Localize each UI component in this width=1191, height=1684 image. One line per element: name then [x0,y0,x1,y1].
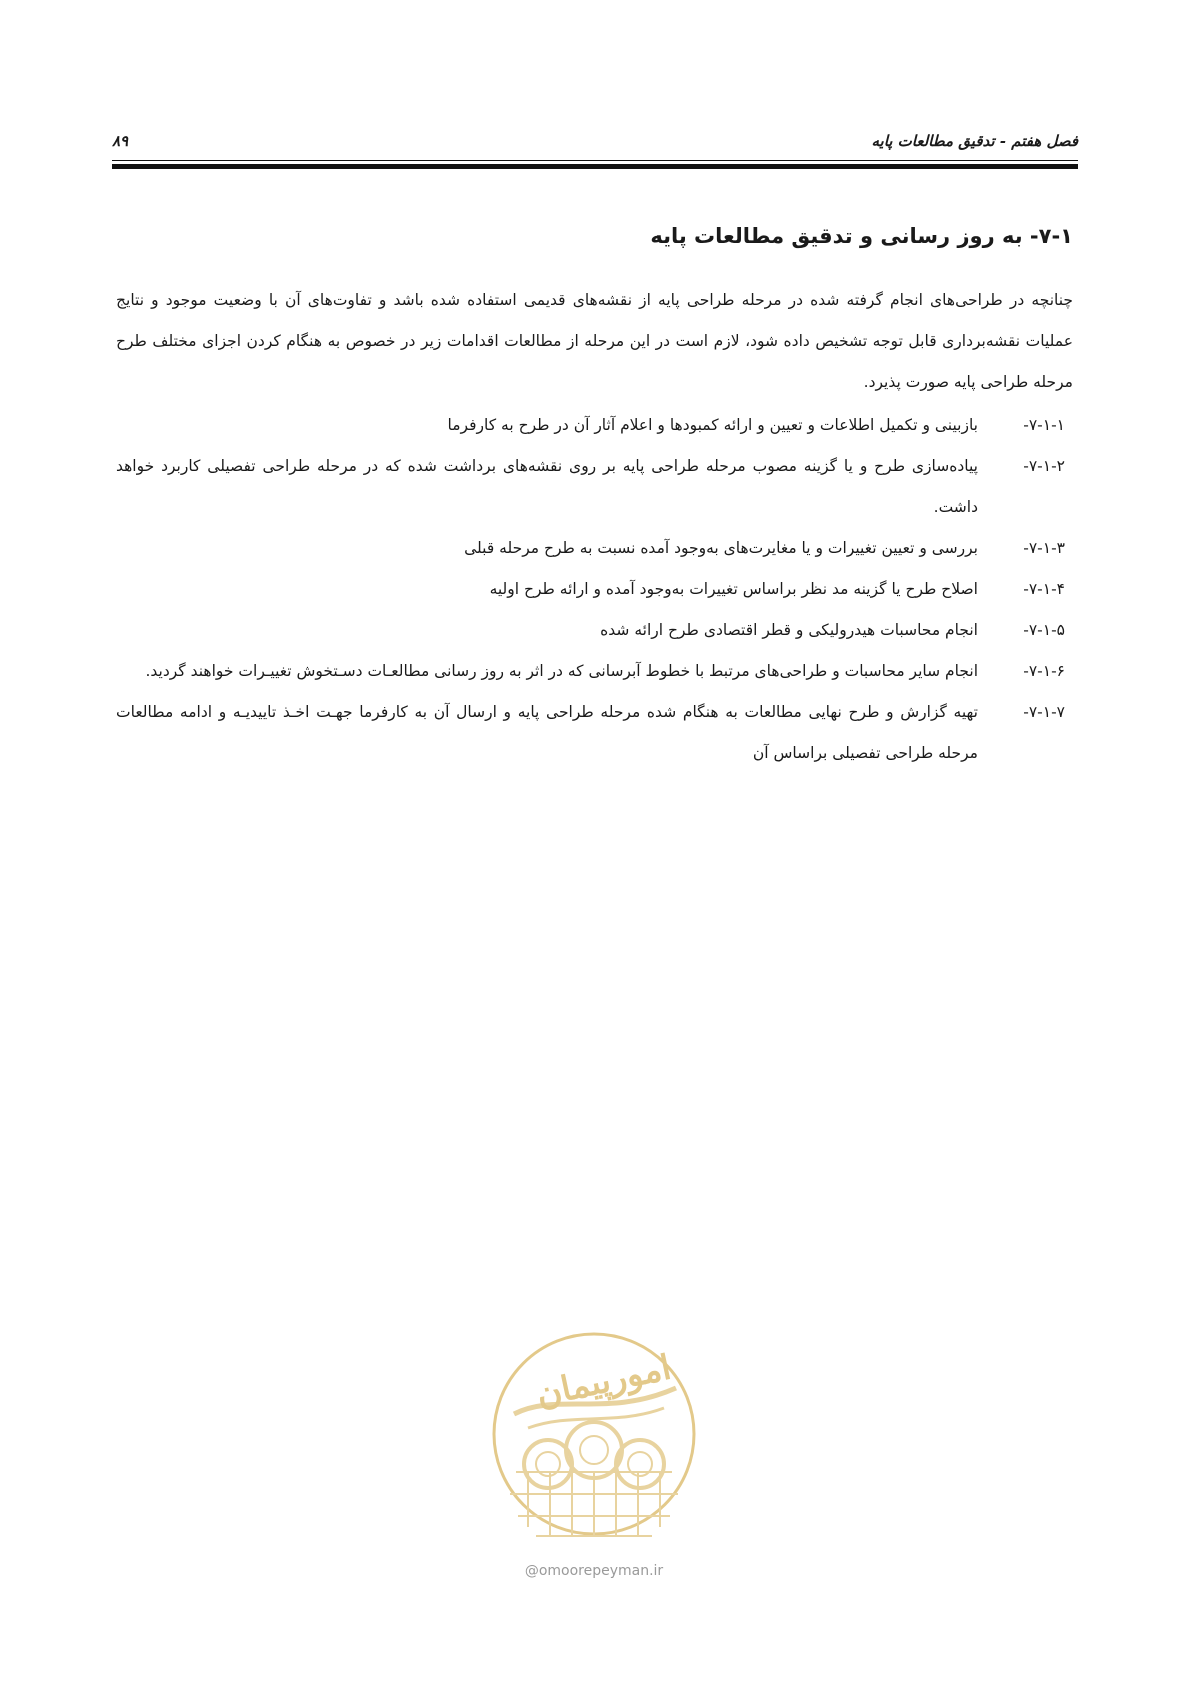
list-item-text: پیاده‌سازی طرح و یا گزینه مصوب مرحله طراحی پایه بر روی نقشه‌های برداشت شده که در مرحله طراحی تفصیلی کاربرد خواهد داشت. [116,457,978,516]
list-item-number: ۷-۱-۱- [1023,416,1065,434]
header-rule-thick [112,164,1078,169]
section-heading: ۷-۱- به روز رسانی و تدقیق مطالعات پایه [650,224,1073,248]
list-item-number: ۷-۱-۵- [1023,621,1065,639]
list-item [116,446,1073,528]
list-item [116,528,1073,569]
running-title: فصل هفتم - تدقیق مطالعات پایه [871,132,1078,150]
list-item-text: بازبینی و تکمیل اطلاعات و تعیین و ارائه کمبودها و اعلام آثار آن در طرح به کارفرما [447,416,978,434]
intro-paragraph: چنانچه در طراحی‌های انجام گرفته شده در مرحله طراحی پایه از نقشه‌های قدیمی استفاده شده باشد و تفاوت‌های آن با وضعیت موجود و نتایج عملیات نقشه‌برداری قابل توجه تشخیص داده شود، لازم است در این مرحله از مطالعات اقدامات زیر در خصوص به هنگام کردن اجزای مختلف طرح مرحله طراحی پایه صورت پذیرد. [116,291,1073,391]
list-item [116,692,1073,774]
watermark-logo-icon [488,1322,700,1572]
watermark-url: @omoorepeyman.ir [524,1563,664,1579]
numbered-list [116,405,1073,774]
page-number: ۸۹ [112,132,129,150]
running-header [112,128,1078,158]
list-item [116,569,1073,610]
list-item [116,651,1073,692]
list-item [116,405,1073,446]
list-item-number: ۷-۱-۳- [1023,539,1065,557]
list-item-text: اصلاح طرح یا گزینه مد نظر براساس تغییرات به‌وجود آمده و ارائه طرح اولیه [489,580,978,598]
list-item-text: انجام محاسبات هیدرولیکی و قطر اقتصادی طرح ارائه شده [600,621,978,639]
list-item-text: بررسی و تعیین تغییرات و یا مغایرت‌های به‌وجود آمده نسبت به طرح مرحله قبلی [464,539,978,557]
list-item [116,610,1073,651]
watermark-logo-lettering: امورپیمان [532,1347,675,1415]
header-rule-thin [112,160,1078,161]
list-item-number: ۷-۱-۲- [1023,457,1065,475]
page-content [116,218,1073,774]
list-item-text: انجام سایر محاسبات و طراحی‌های مرتبط با خطوط آبرسانی که در اثر به روز رسانی مطالعـات دسـتخوش تغییـرات خواهند گردید. [145,662,978,680]
list-item-number: ۷-۱-۴- [1023,580,1065,598]
list-item-number: ۷-۱-۶- [1023,662,1065,680]
list-item-number: ۷-۱-۷- [1023,703,1065,721]
list-item-text: تهیه گزارش و طرح نهایی مطالعات به هنگام شده مرحله طراحی پایه و ارسال آن به کارفرما جهـت اخـذ تاییدیـه و ادامه مطالعات مرحله طراحی تفصیلی براساس آن [116,703,978,762]
